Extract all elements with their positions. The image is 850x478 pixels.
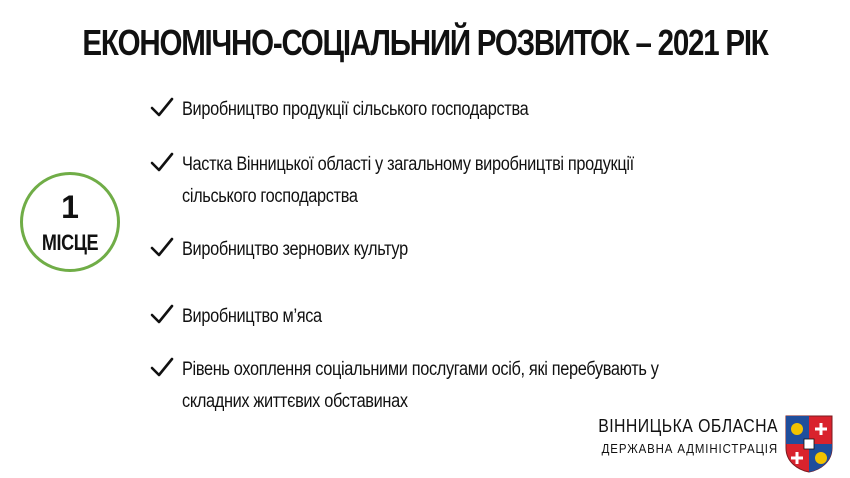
- list-item-text: Виробництво зернових культур: [182, 239, 408, 260]
- place-badge: [20, 172, 120, 272]
- organization-name: [560, 415, 778, 457]
- check-icon: [150, 303, 174, 325]
- list-item-text: Рівень охоплення соціальними послугами осіб, які перебувають у складних життєвих обставинах: [182, 359, 659, 412]
- place-label: МІСЦЕ: [41, 230, 99, 255]
- page-title: ЕКОНОМІЧНО-СОЦІАЛЬНИЙ РОЗВИТОК – 2021 РІК: [82, 22, 768, 63]
- list-item-text: Частка Вінницької області у загальному виробництві продукції сільського господарства: [182, 154, 634, 207]
- check-icon: [150, 151, 174, 173]
- coat-of-arms-icon: [784, 414, 834, 474]
- org-name: ВІННИЦЬКА ОБЛАСНА: [598, 416, 778, 436]
- check-icon: [150, 356, 174, 378]
- list-item-text: Виробництво продукції сільського господарства: [182, 99, 529, 120]
- org-subtitle: ДЕРЖАВНА АДМІНІСТРАЦІЯ: [601, 441, 778, 456]
- list-item-text: Виробництво м’яса: [182, 306, 322, 327]
- place-number: 1: [61, 189, 79, 225]
- check-icon: [150, 236, 174, 258]
- check-icon: [150, 96, 174, 118]
